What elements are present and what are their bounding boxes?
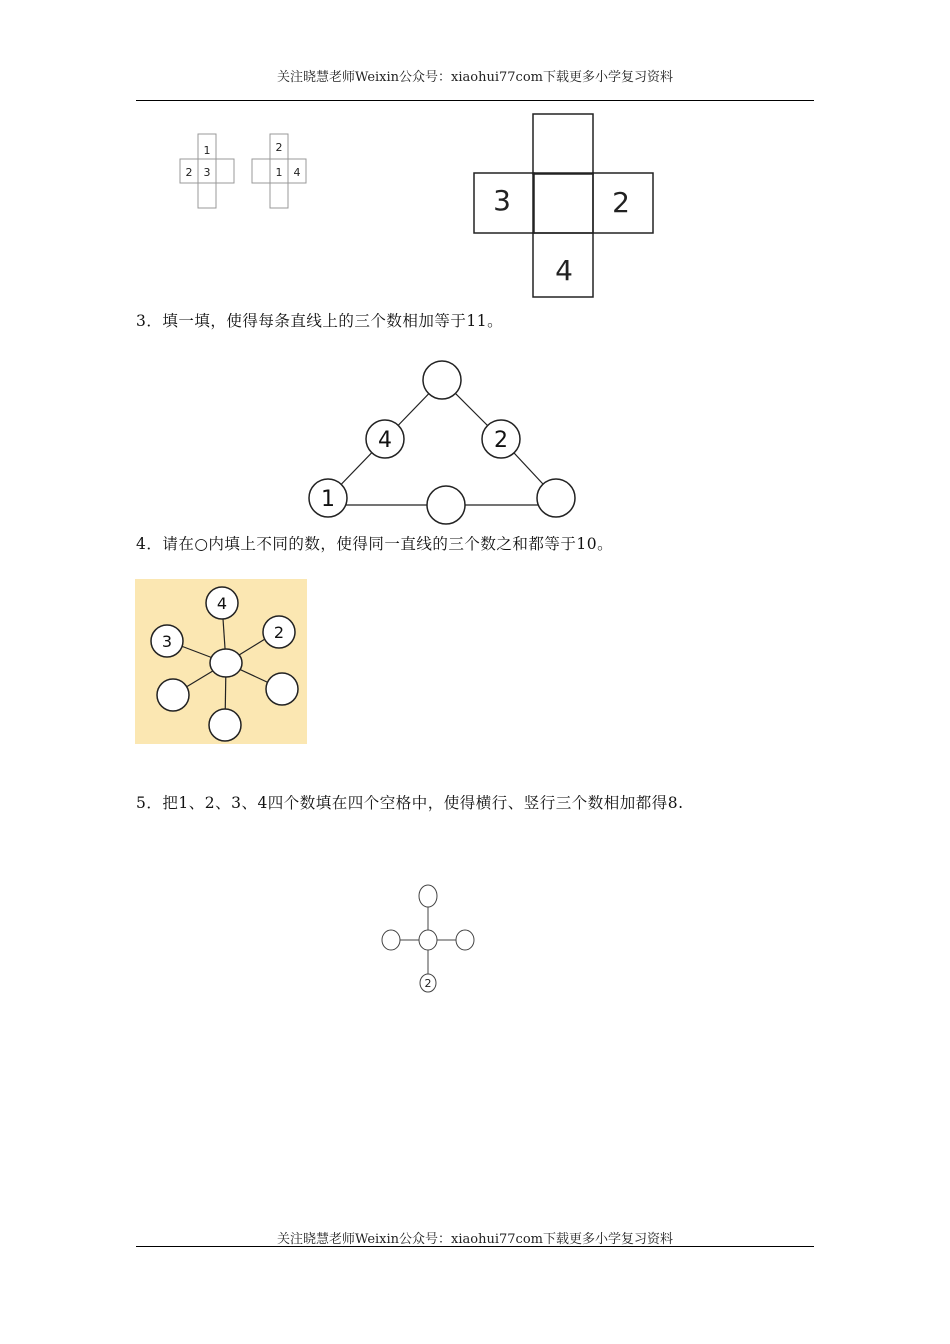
cross-right-circle[interactable] — [456, 930, 474, 950]
page-footer: 关注晓慧老师Weixin公众号：xiaohui77com下载更多小学复习资料 — [277, 1232, 673, 1247]
star-diagram — [135, 579, 307, 744]
question-4: 4．请在○内填上不同的数，使得同一直线的三个数之和都等于10。 — [136, 535, 614, 553]
net-a-center-label: 3 — [203, 166, 211, 179]
star-center-circle[interactable] — [210, 649, 242, 677]
star-top-label: 4 — [216, 594, 228, 613]
question-5: 5．把1、2、3、4四个数填在四个空格中，使得横行、竖行三个数相加都得8. — [136, 794, 684, 812]
net-b-center-label: 1 — [275, 166, 283, 179]
footer-rule — [136, 1246, 814, 1247]
net-a-left-label: 2 — [185, 166, 193, 179]
page-header: 关注晓慧老师Weixin公众号：xiaohui77com下载更多小学复习资料 — [277, 70, 673, 85]
triangle-bottom-right-circle[interactable] — [537, 479, 575, 517]
cube-net-a — [178, 132, 240, 212]
triangle-bottom-mid-circle[interactable] — [427, 486, 465, 524]
cross-diagram — [378, 880, 478, 1000]
cube-net-big — [470, 110, 660, 302]
net-a-top-label: 1 — [203, 144, 211, 157]
star-upper-right-label: 2 — [273, 623, 285, 642]
net-big-bottom-label: 4 — [555, 254, 573, 287]
net-b-top-label: 2 — [275, 141, 283, 154]
net-big-left-label: 3 — [493, 184, 511, 217]
cross-bottom-label: 2 — [424, 977, 432, 990]
question-3: 3．填一填，使得每条直线上的三个数相加等于11。 — [136, 312, 504, 330]
triangle-bottom-left-label: 1 — [321, 487, 335, 512]
star-upper-left-label: 3 — [161, 632, 173, 651]
star-lower-left-circle[interactable] — [157, 679, 189, 711]
cross-center-circle[interactable] — [419, 930, 437, 950]
cube-net-b — [250, 132, 312, 212]
cross-left-circle[interactable] — [382, 930, 400, 950]
cross-top-circle[interactable] — [419, 885, 437, 907]
star-lower-right-circle[interactable] — [266, 673, 298, 705]
triangle-left-mid-label: 4 — [378, 428, 392, 453]
net-b-right-label: 4 — [293, 166, 301, 179]
header-rule — [136, 100, 814, 101]
triangle-diagram — [300, 355, 585, 530]
triangle-top-circle[interactable] — [423, 361, 461, 399]
star-bottom-circle[interactable] — [209, 709, 241, 741]
triangle-right-mid-label: 2 — [494, 428, 508, 453]
net-big-right-label: 2 — [612, 186, 630, 219]
